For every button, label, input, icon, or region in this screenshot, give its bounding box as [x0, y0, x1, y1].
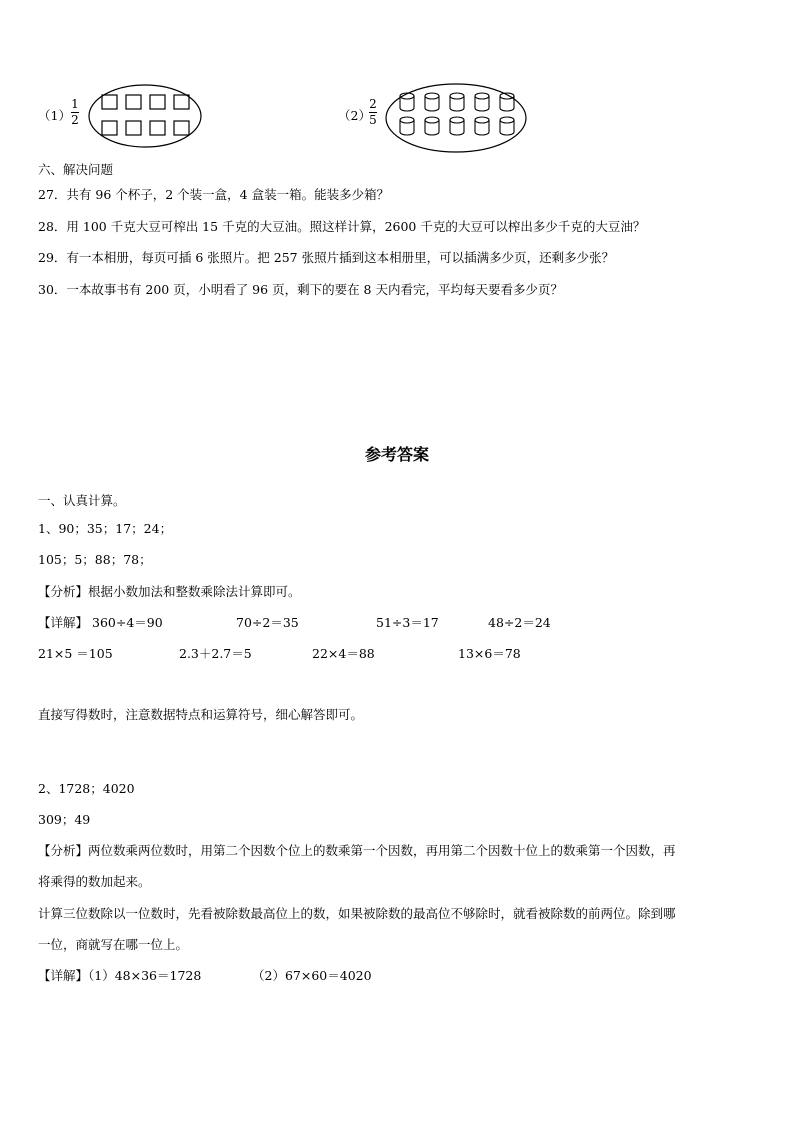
question-27: 27．共有 96 个杯子，2 个装一盒，4 盒装一箱。能装多少箱？ — [38, 187, 390, 202]
answer-1-analysis: 【分析】根据小数加法和整数乘除法计算即可。 — [38, 584, 301, 599]
answer-2-line2: 309；49 — [38, 812, 91, 827]
answer-2-detail-2: （2）67×60＝4020 — [252, 968, 372, 983]
answer-1-line1: 1、90；35；17；24； — [38, 521, 173, 536]
cylinder-icon — [475, 93, 489, 111]
detail-equation: 2.3＋2.7＝5 — [179, 646, 252, 661]
fraction-denominator: 5 — [369, 113, 377, 127]
cylinder-icon — [500, 93, 514, 111]
cylinder-icon — [425, 93, 439, 111]
fraction-numerator: 2 — [369, 97, 377, 111]
detail-equation: 22×4＝88 — [312, 646, 375, 661]
cylinder-icon — [450, 117, 464, 135]
part-1-heading: 一、认真计算。 — [38, 493, 126, 508]
squares-ellipse-figure — [86, 82, 206, 152]
question-29: 29．有一本相册，每页可插 6 张照片。把 257 张照片插到这本相册里，可以插满多少页，还剩多少张？ — [38, 250, 615, 265]
cylinder-icon — [400, 117, 414, 135]
figure-2-fraction — [369, 98, 377, 127]
cylinder-icon — [500, 117, 514, 135]
answer-2-analysis-div: 计算三位数除以一位数时，先看被除数最高位上的数，如果被除数的最高位不够除时，就看被除数的前两位。除到哪 — [38, 906, 676, 921]
detail-equation: 51÷3＝17 — [376, 615, 439, 630]
answer-2-analysis-div-cont: 一位，商就写在哪一位上。 — [38, 937, 189, 952]
question-28: 28．用 100 千克大豆可榨出 15 千克的大豆油。照这样计算，2600 千克的大豆可以榨出多少千克的大豆油？ — [38, 219, 646, 234]
detail-equation: 70÷2＝35 — [236, 615, 299, 630]
question-30: 30．一本故事书有 200 页，小明看了 96 页，剩下的要在 8 天内看完，平均每天要看多少页？ — [38, 282, 563, 297]
answer-2-line1: 2、1728；4020 — [38, 781, 135, 796]
figure-1-fraction — [71, 98, 79, 127]
cylinder-icon — [475, 117, 489, 135]
answers-title: 参考答案 — [364, 445, 429, 464]
detail-equation: 13×6＝78 — [458, 646, 521, 661]
cylinder-icon — [450, 93, 464, 111]
answer-1-line2: 105；5；88；78； — [38, 552, 152, 567]
figure-2-label: （2） — [338, 108, 371, 123]
answer-1-detail-label: 【详解】 — [38, 615, 89, 630]
answer-2-analysis-cont: 将乘得的数加起来。 — [38, 874, 151, 889]
detail-equation: 360÷4＝90 — [92, 615, 163, 630]
fraction-numerator: 1 — [71, 97, 79, 111]
answer-2-analysis: 【分析】两位数乘两位数时，用第二个因数个位上的数乘第一个因数，再用第二个因数十位上的数乘第一个因数，再 — [38, 843, 676, 858]
cylinder-icon — [425, 117, 439, 135]
answer-1-note: 直接写得数时，注意数据特点和运算符号，细心解答即可。 — [38, 707, 364, 722]
figure-1-label: （1） — [38, 108, 71, 123]
detail-equation: 48÷2＝24 — [488, 615, 551, 630]
section-heading: 六、解决问题 — [38, 162, 114, 177]
answer-2-detail: 【详解】（1）48×36＝1728 — [38, 968, 202, 983]
cylinders-ellipse-figure — [383, 82, 533, 158]
fraction-denominator: 2 — [71, 113, 79, 127]
detail-equation: 21×5 ＝105 — [38, 646, 113, 661]
